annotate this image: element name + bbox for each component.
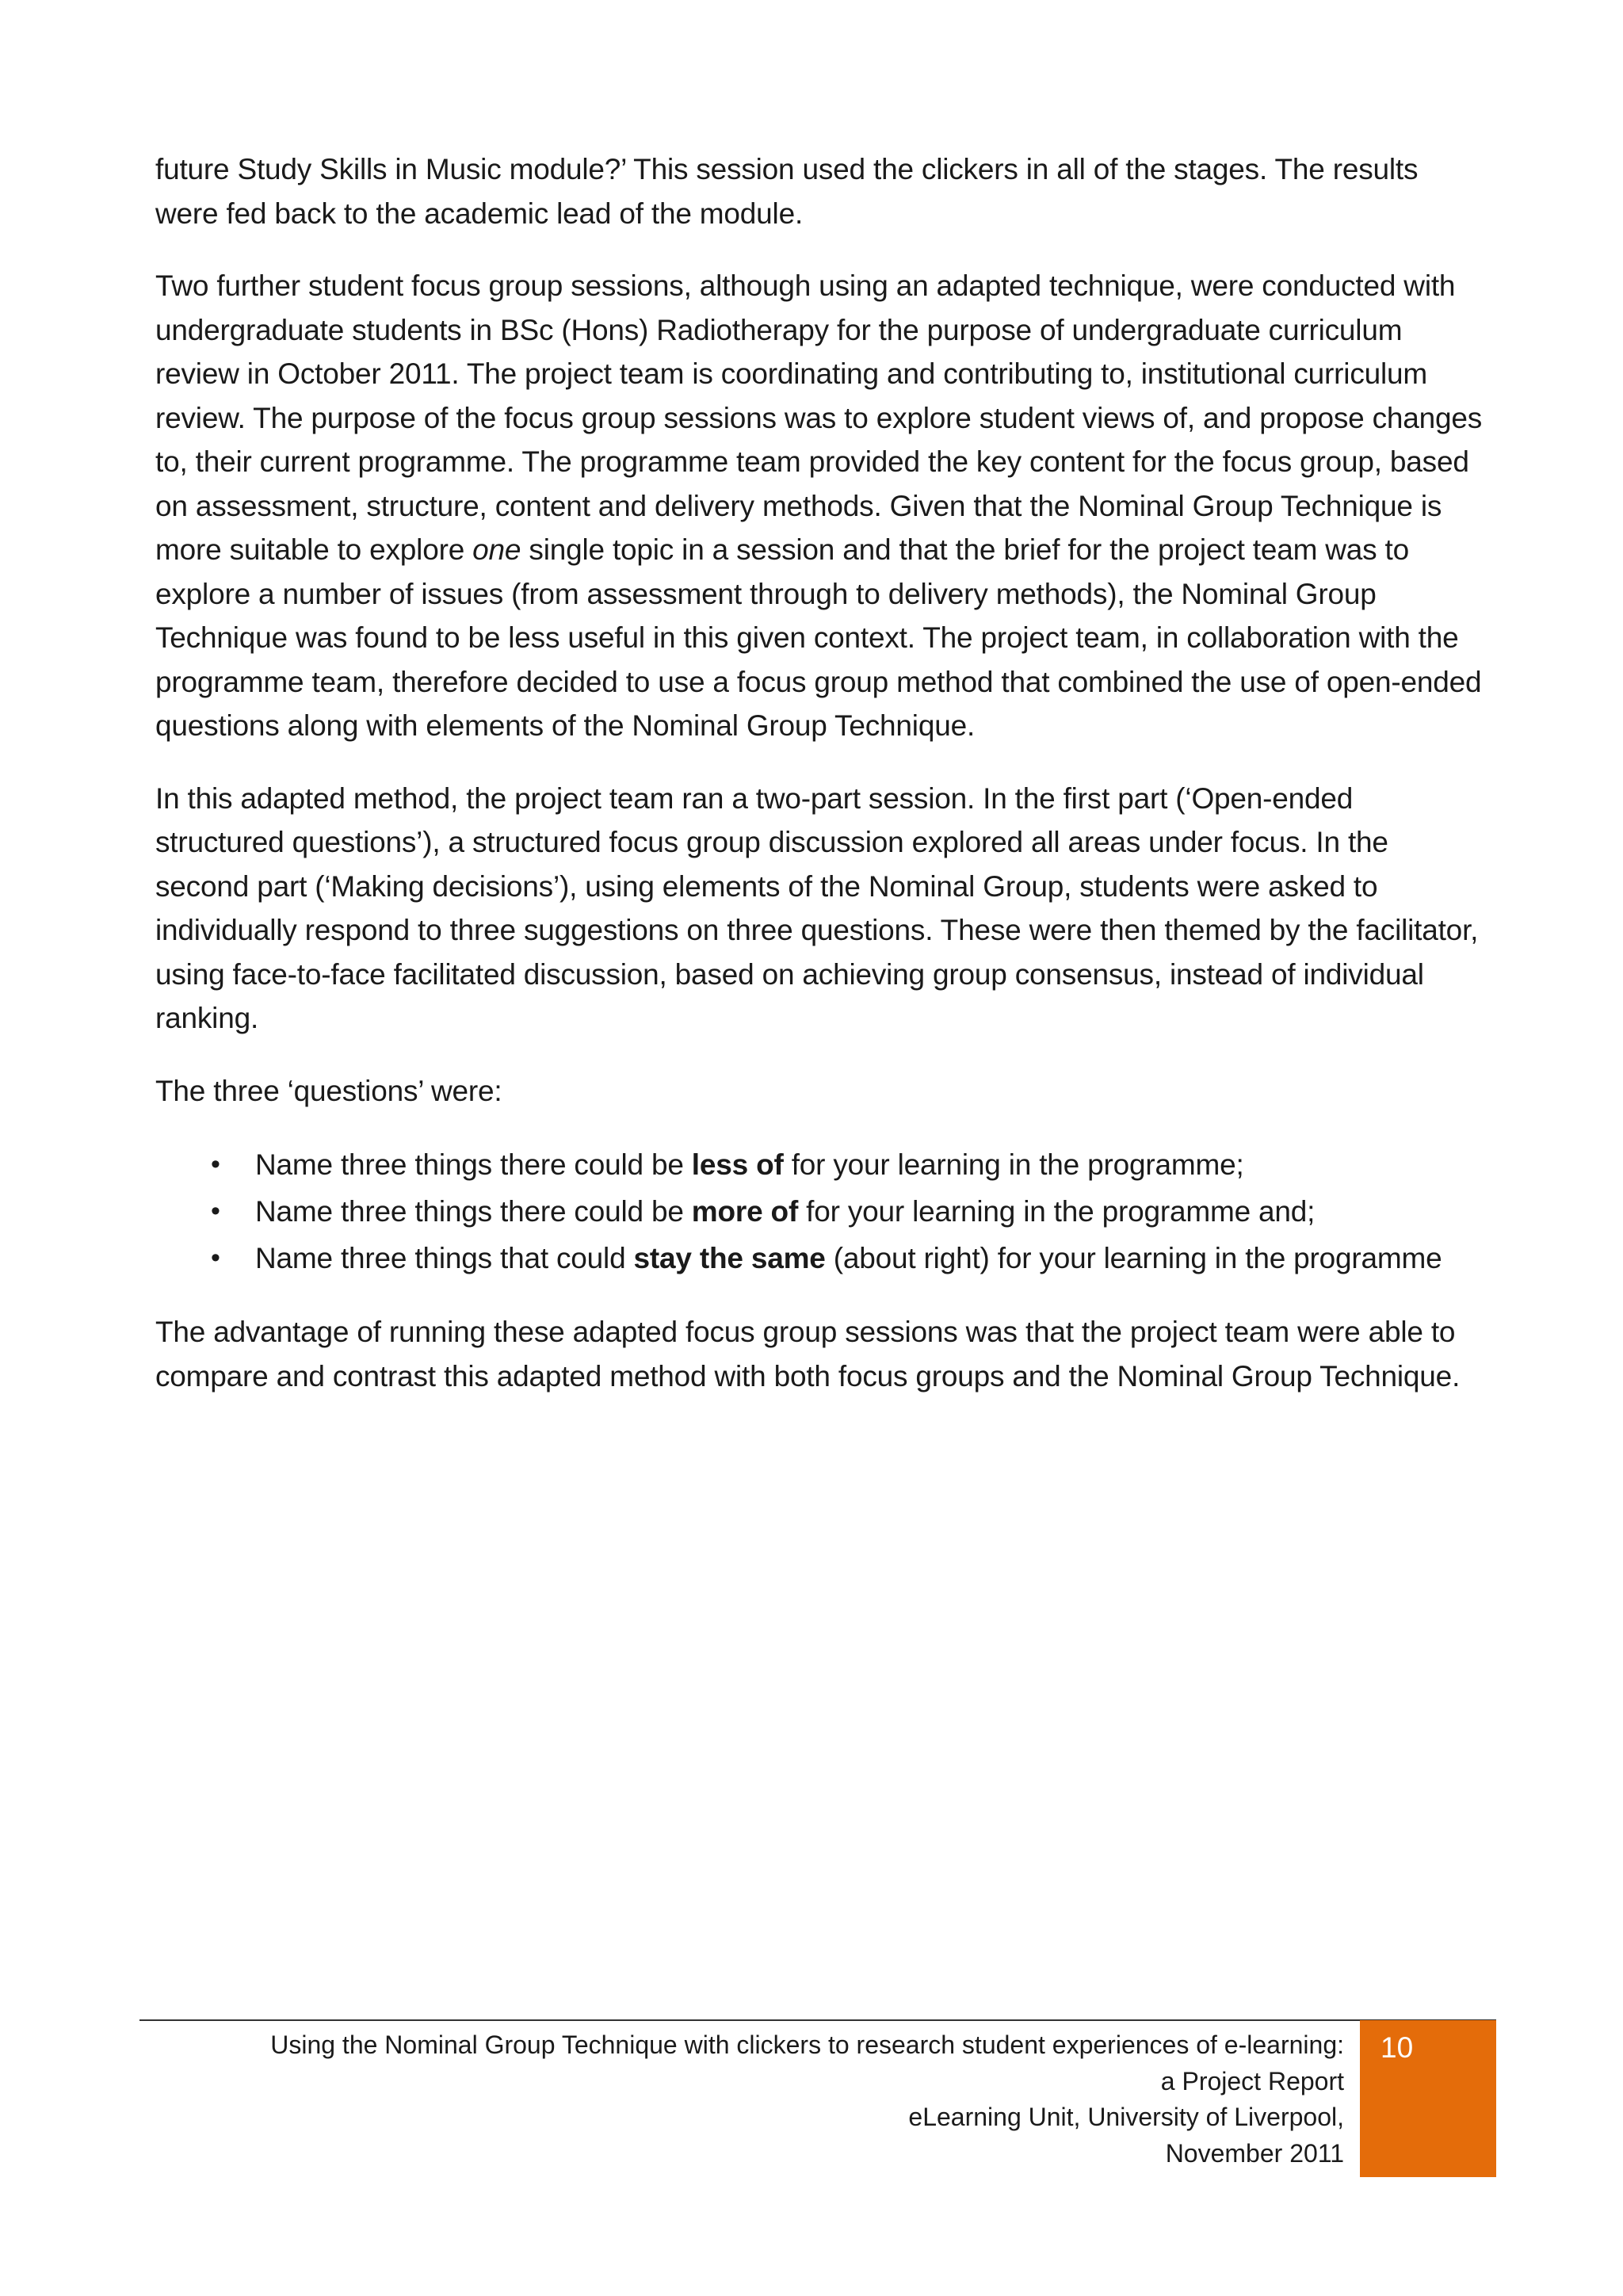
page-number-box	[1360, 2020, 1496, 2177]
footer-line-3: eLearning Unit, University of Liverpool,	[908, 2103, 1344, 2131]
paragraph-2-text-a: Two further student focus group sessions, although using an adapted technique, were conducted with undergraduate students in BSc (Hons) Radiotherapy for the purpose of undergraduate curriculum review in October 2011. The project team is coordinating and contributing to, institutional curriculum review. The purpose of the focus group sessions was to explore student views of, and propose changes to, their current programme. The programme team provided the key content for the focus group, based on assessment, structure, content and delivery methods. Given that the Nominal Group Technique is more suitable to explore	[155, 269, 1483, 566]
list-item-text: Name three things there could be	[255, 1195, 692, 1228]
paragraph-2	[155, 264, 1487, 748]
list-item	[155, 1141, 1487, 1188]
footer-divider	[139, 2019, 1496, 2021]
bullet-icon: •	[211, 1243, 220, 1273]
paragraph-4: The three ‘questions’ were:	[155, 1074, 502, 1107]
paragraph-1: future Study Skills in Music module?’ This session used the clickers in all of the stages. The results were fed back to the academic lead of the module.	[155, 153, 1419, 230]
paragraph-3: In this adapted method, the project team ran a two-part session. In the first part (‘Open-ended structured questions’), a structured focus group discussion explored all areas under focus. In the second part (‘Making decisions’), using elements of the Nominal Group, students were asked to individually respond to three suggestions on three questions. These were then themed by the facilitator, using face-to-face facilitated discussion, based on achieving group consensus, instead of individual ranking.	[155, 781, 1479, 1034]
footer-line-4: November 2011	[1165, 2138, 1344, 2168]
body-text	[155, 147, 1487, 1427]
list-item-text: for your learning in the programme;	[783, 1148, 1244, 1181]
questions-list	[155, 1141, 1487, 1282]
footer-line-2: a Project Report	[1160, 2066, 1344, 2095]
paragraph-2-text-b: single topic in a session and that the brief for the project team was to explore a number of issues (from assessment through to delivery methods), the Nominal Group Technique was found to be less useful in this given context. The project team, in collaboration with the programme team, therefore decided to use a focus group method that combined the use of open-ended questions along with elements of the Nominal Group Technique.	[155, 533, 1482, 742]
list-item-text: Name three things that could	[255, 1242, 634, 1274]
list-item-bold: more of	[691, 1195, 799, 1228]
list-item-text: (about right) for your learning in the programme	[825, 1242, 1442, 1274]
bullet-icon: •	[211, 1149, 220, 1179]
list-item-bold: stay the same	[633, 1242, 826, 1274]
list-item-text: for your learning in the programme and;	[798, 1195, 1316, 1228]
list-item	[155, 1235, 1487, 1282]
footer-citation	[155, 2027, 1344, 2172]
paragraph-2-emphasis: one	[472, 533, 521, 566]
list-item	[155, 1188, 1487, 1235]
footer-line-1: Using the Nominal Group Technique with clickers to research student experiences of e-learning:	[270, 2030, 1344, 2059]
bullet-icon: •	[211, 1196, 220, 1226]
list-item-text: Name three things there could be	[255, 1148, 692, 1181]
paragraph-5: The advantage of running these adapted focus group sessions was that the project team were able to compare and contrast this adapted method with both focus groups and the Nominal Group Technique.	[155, 1316, 1461, 1392]
list-item-bold: less of	[691, 1148, 784, 1181]
page-number: 10	[1381, 2031, 1414, 2064]
